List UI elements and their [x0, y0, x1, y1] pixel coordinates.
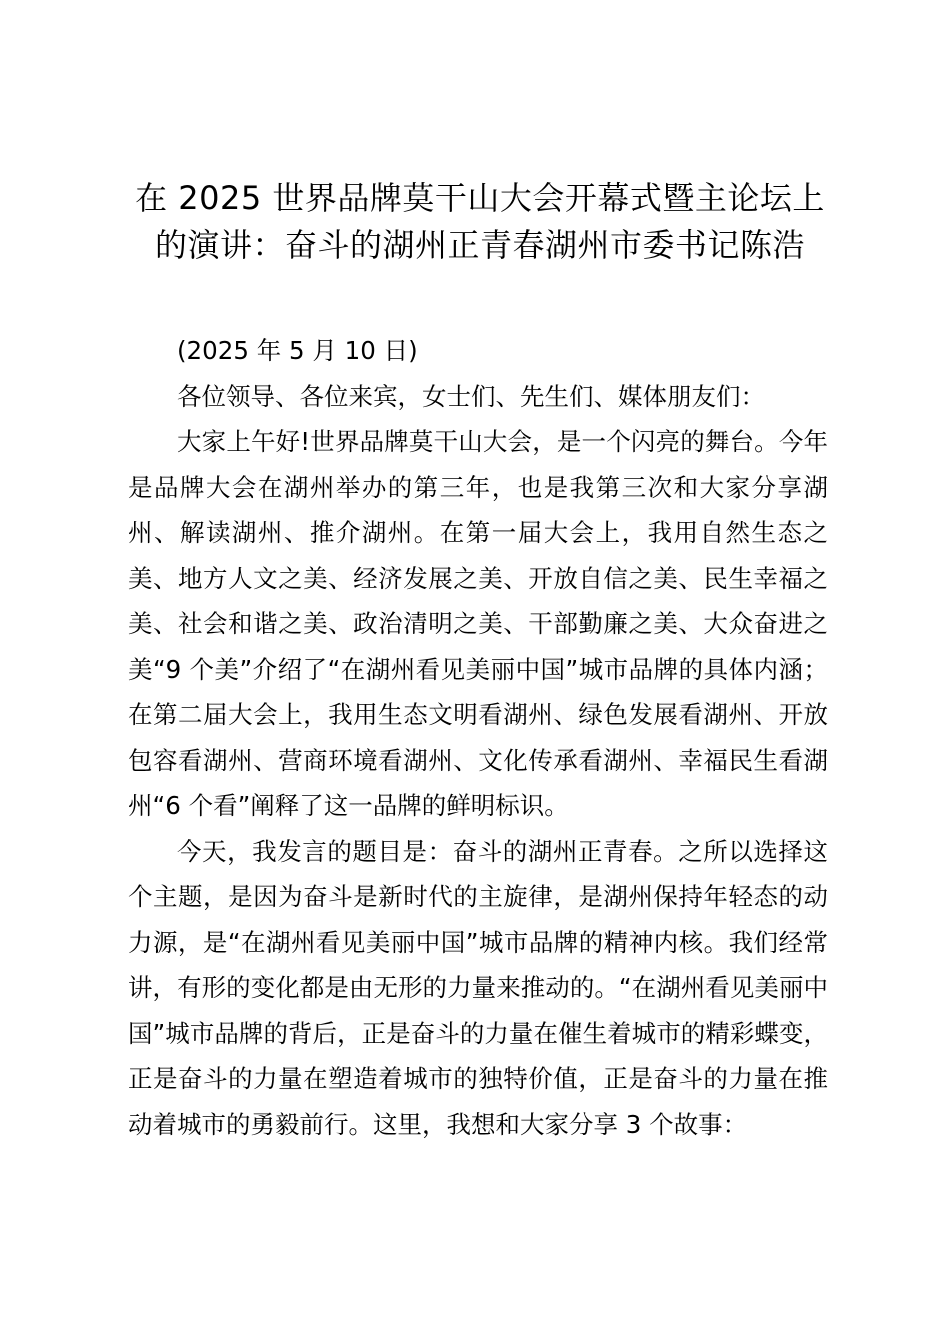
- date-line: (2025 年 5 月 10 日): [177, 336, 418, 365]
- greeting-line: 各位领导、各位来宾，女士们、先生们、媒体朋友们：: [177, 381, 765, 411]
- paragraph-2: 今天，我发言的题目是：奋斗的湖州正青春。之所以选择这个主题，是因为奋斗是新时代的主旋律，是湖州保持年轻态的动力源，是“在湖州看见美丽中国”城市品牌的精神内核。我们经常讲，有形的变化都是由无形的力量来推动的。“在湖州看见美丽中国”城市品牌的背后，正是奋斗的力量在催生着城市的精彩蝶变，正是奋斗的力量在塑造着城市的独特价值，正是奋斗的力量在推动着城市的勇毅前行。这里，我想和大家分享 3 个故事：: [128, 836, 828, 1139]
- document-title: 在 2025 世界品牌莫干山大会开幕式暨主论坛上的演讲：奋斗的湖州正青春湖州市委书记陈浩: [135, 179, 825, 264]
- document-body: [128, 328, 828, 1147]
- paragraph-1: 大家上午好!世界品牌莫干山大会，是一个闪亮的舞台。今年是品牌大会在湖州举办的第三年，也是我第三次和大家分享湖州、解读湖州、推介湖州。在第一届大会上，我用自然生态之美、地方人文之美、经济发展之美、开放自信之美、民生幸福之美、社会和谐之美、政治清明之美、干部勤廉之美、大众奋进之美“9 个美”介绍了“在湖州看见美丽中国”城市品牌的具体内涵；在第二届大会上，我用生态文明看湖州、绿色发展看湖州、开放包容看湖州、营商环境看湖州、文化传承看湖州、幸福民生看湖州“6 个看”阐释了这一品牌的鲜明标识。: [128, 427, 828, 820]
